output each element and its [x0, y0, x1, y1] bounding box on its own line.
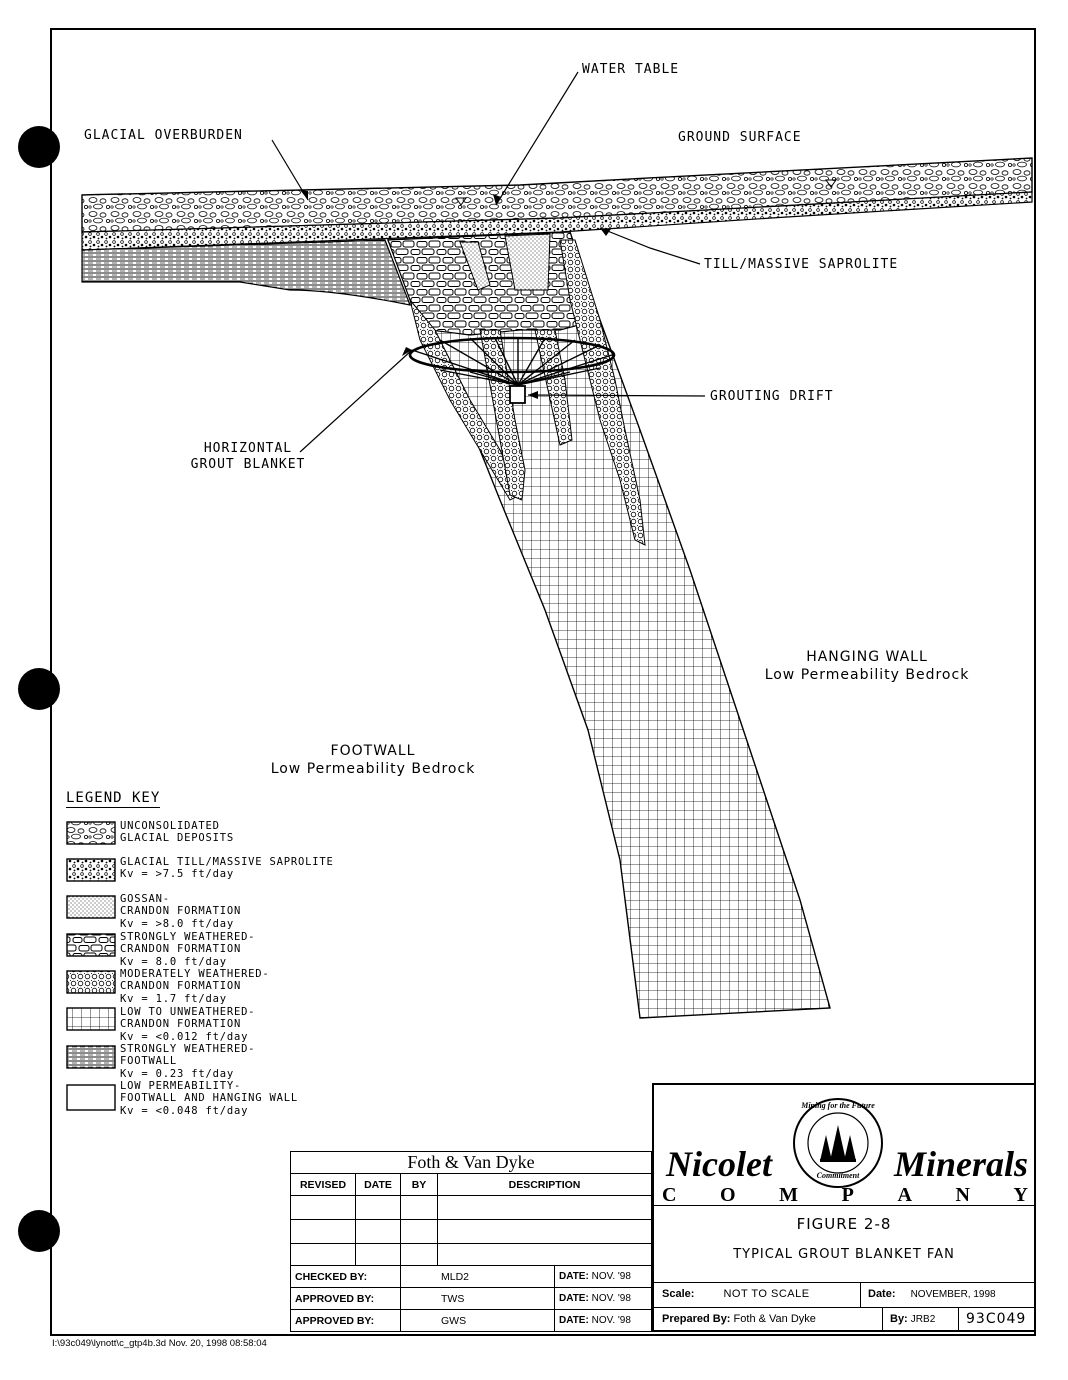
by-label: By:	[890, 1313, 908, 1325]
approved-by-value-1: TWS	[401, 1288, 555, 1310]
legend-swatch-footwall-weathered	[67, 1046, 115, 1068]
legend-item-footwall-weathered: STRONGLY WEATHERED- FOOTWALL Kv = 0.23 ft/day	[120, 1043, 256, 1080]
leader-till-saprolite	[600, 228, 700, 264]
block-vdivider-2	[882, 1307, 883, 1332]
leader-horizontal-grout	[300, 350, 412, 452]
prepared-value: Foth & Van Dyke	[733, 1313, 816, 1325]
label-footwall-line1: FOOTWALL	[330, 743, 416, 759]
figure-title: TYPICAL GROUT BLANKET FAN	[733, 1247, 955, 1262]
legend-swatch-moderately-weathered	[67, 971, 115, 993]
col-date: DATE	[356, 1174, 401, 1196]
col-revised: REVISED	[291, 1174, 356, 1196]
label-ground-surface: GROUND SURFACE	[678, 130, 802, 145]
approved-date-label-1: DATE:	[559, 1293, 589, 1304]
legend-swatch-low-permeability	[67, 1085, 115, 1110]
legend-item-low-unweathered: LOW TO UNWEATHERED- CRANDON FORMATION Kv = <0.012 ft/day	[120, 1006, 256, 1043]
firm-name: Foth & Van Dyke	[291, 1152, 652, 1174]
approved-date-value-1: NOV. '98	[591, 1293, 631, 1304]
company-letter: P	[841, 1184, 854, 1206]
company-word	[662, 1184, 1028, 1207]
label-till-saprolite: TILL/MASSIVE SAPROLITE	[704, 257, 899, 272]
approved-by-label-1: APPROVED BY:	[291, 1288, 401, 1310]
by-row	[890, 1313, 935, 1325]
label-hanging-wall-line1: HANGING WALL	[806, 649, 928, 665]
company-letter: N	[955, 1184, 970, 1206]
figure-number: FIGURE 2-8	[796, 1215, 892, 1233]
file-path-footer: I:\93c049\lynott\c_gtp4b.3d Nov. 20, 1998 08:58:04	[52, 1338, 267, 1349]
approved-date-1	[555, 1288, 652, 1310]
legend-swatch-unconsolidated	[67, 822, 115, 844]
date-label: Date:	[868, 1288, 896, 1300]
label-hanging-wall-line2: Low Permeability Bedrock	[764, 667, 970, 683]
legend-item-low-permeability: LOW PERMEABILITY- FOOTWALL AND HANGING WALL Kv = <0.048 ft/day	[120, 1080, 299, 1117]
legend-title: LEGEND KEY	[66, 790, 161, 806]
approved-date-label-2: DATE:	[559, 1315, 589, 1326]
block-divider-1	[654, 1205, 1034, 1206]
legend-item-gossan: GOSSAN- CRANDON FORMATION Kv = >8.0 ft/day	[120, 893, 242, 930]
block-divider-3	[654, 1307, 1034, 1308]
legend-swatch-till	[67, 859, 115, 881]
checked-by-value: MLD2	[401, 1266, 555, 1288]
approved-by-label-2: APPROVED BY:	[291, 1310, 401, 1332]
company-letter: O	[720, 1184, 736, 1206]
col-description: DESCRIPTION	[438, 1174, 652, 1196]
label-grouting-drift: GROUTING DRIFT	[710, 389, 834, 404]
approved-by-value-2: GWS	[401, 1310, 555, 1332]
legend-swatch-low-unweathered	[67, 1008, 115, 1030]
approved-date-2	[555, 1310, 652, 1332]
seal-text-bottom: Commitment	[816, 1171, 860, 1180]
company-name-right: Minerals	[894, 1144, 1029, 1184]
checked-date-label: DATE:	[559, 1271, 589, 1282]
company-letter: Y	[1013, 1184, 1028, 1206]
date-value: NOVEMBER, 1998	[910, 1289, 996, 1300]
scale-value: NOT TO SCALE	[723, 1288, 810, 1300]
revision-block	[290, 1151, 652, 1332]
label-hanging-wall	[742, 648, 992, 684]
seal-text-top: Mining for the Future	[801, 1101, 875, 1110]
label-horizontal-grout-blanket	[178, 441, 318, 473]
prepared-label: Prepared By:	[662, 1313, 731, 1325]
checked-by-label: CHECKED BY:	[291, 1266, 401, 1288]
scale-label: Scale:	[662, 1288, 695, 1300]
scale-row	[662, 1288, 810, 1300]
company-letter: M	[779, 1184, 799, 1206]
label-water-table: WATER TABLE	[582, 62, 680, 77]
grouting-drift-box	[510, 386, 525, 403]
col-by: BY	[401, 1174, 438, 1196]
prepared-row	[662, 1313, 816, 1325]
legend-item-strongly-weathered: STRONGLY WEATHERED- CRANDON FORMATION Kv = 8.0 ft/day	[120, 931, 256, 968]
block-divider-2	[654, 1282, 1034, 1283]
legend-item-unconsolidated: UNCONSOLIDATED GLACIAL DEPOSITS	[120, 820, 234, 845]
checked-date	[555, 1266, 652, 1288]
by-value: JRB2	[910, 1314, 936, 1325]
label-horizontal-line2: GROUT BLANKET	[190, 457, 306, 472]
legend-item-till: GLACIAL TILL/MASSIVE SAPROLITE Kv = >7.5 ft/day	[120, 856, 334, 881]
block-vdivider-1	[860, 1282, 861, 1307]
checked-date-value: NOV. '98	[591, 1271, 631, 1282]
company-block	[652, 1083, 1036, 1332]
label-glacial-overburden: GLACIAL OVERBURDEN	[84, 128, 243, 143]
label-footwall	[248, 742, 498, 778]
legend-swatch-gossan	[67, 896, 115, 918]
date-row	[868, 1288, 996, 1300]
block-vdivider-3	[958, 1307, 959, 1332]
company-name-left: Nicolet	[666, 1144, 772, 1184]
label-footwall-line2: Low Permeability Bedrock	[270, 761, 476, 777]
approved-date-value-2: NOV. '98	[591, 1315, 631, 1326]
company-letter: A	[897, 1184, 912, 1206]
legend-item-moderately-weathered: MODERATELY WEATHERED- CRANDON FORMATION Kv = 1.7 ft/day	[120, 968, 270, 1005]
drawing-number: 93C049	[966, 1311, 1027, 1327]
legend-swatch-strongly-weathered	[67, 934, 115, 956]
footwall-weathered-layer	[82, 240, 410, 305]
company-letter: C	[662, 1184, 677, 1206]
label-horizontal-line1: HORIZONTAL	[203, 441, 293, 456]
